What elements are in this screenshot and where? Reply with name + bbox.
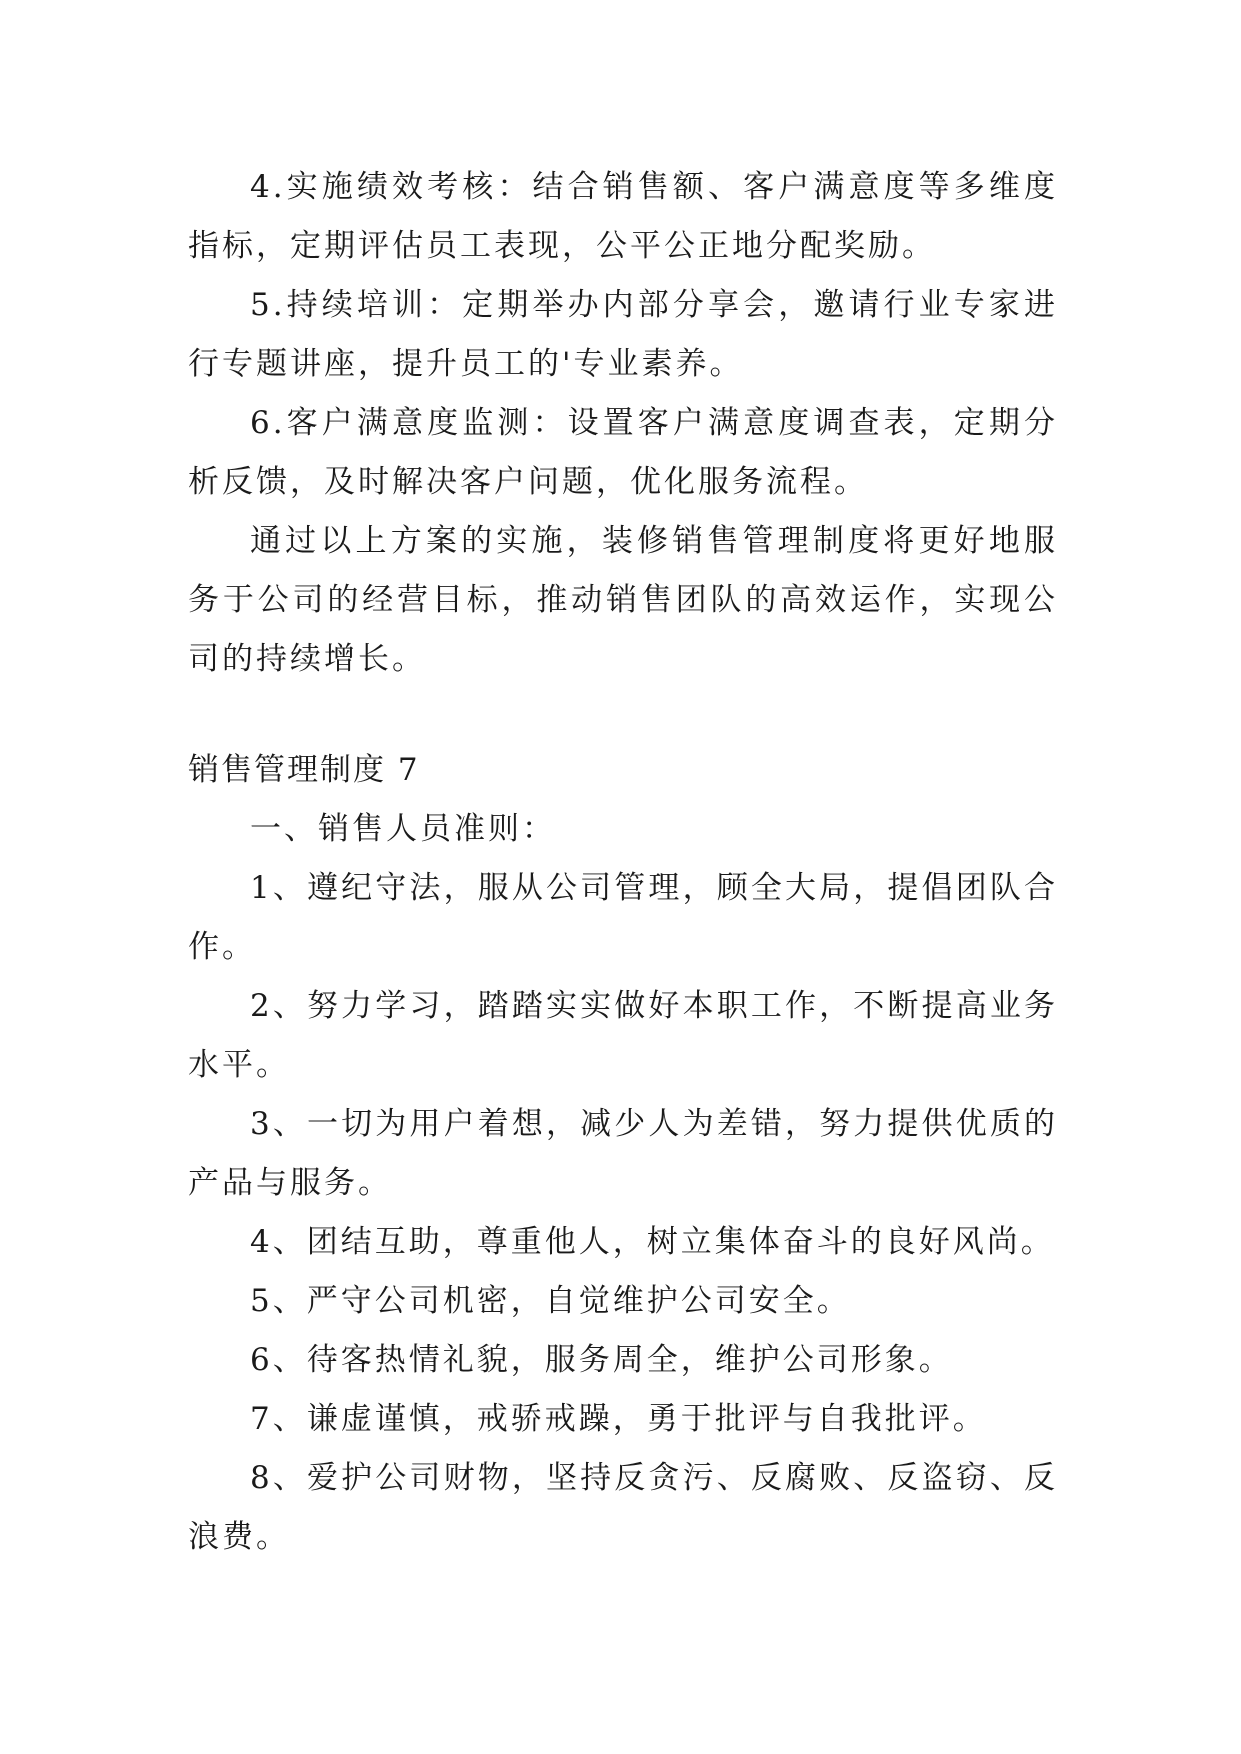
rule-item-2: 2、努力学习，踏踏实实做好本职工作，不断提高业务水平。 bbox=[188, 988, 1058, 1083]
rule-item-6: 6、待客热情礼貌，服务周全，维护公司形象。 bbox=[250, 1342, 953, 1378]
rule-item-8: 8、爱护公司财物，坚持反贪污、反腐败、反盗窃、反浪费。 bbox=[188, 1460, 1058, 1555]
rule-item-7: 7、谦虚谨慎，戒骄戒躁，勇于批评与自我批评。 bbox=[250, 1401, 987, 1437]
paragraph-conclusion: 通过以上方案的实施，装修销售管理制度将更好地服务于公司的经营目标，推动销售团队的高效运作，实现公司的持续增长。 bbox=[188, 523, 1058, 677]
section-title: 销售管理制度 7 bbox=[188, 752, 420, 788]
paragraph-satisfaction-monitoring: 6.客户满意度监测：设置客户满意度调查表，定期分析反馈，及时解决客户问题，优化服务流程。 bbox=[188, 405, 1058, 500]
paragraph-continuous-training: 5.持续培训：定期举办内部分享会，邀请行业专家进行专题讲座，提升员工的'专业素养。 bbox=[188, 287, 1058, 382]
document-page bbox=[188, 158, 1058, 1567]
rule-item-1: 1、遵纪守法，服从公司管理，顾全大局，提倡团队合作。 bbox=[188, 870, 1058, 965]
rule-item-4: 4、团结互助，尊重他人，树立集体奋斗的良好风尚。 bbox=[250, 1224, 1055, 1260]
rule-item-3: 3、一切为用户着想，减少人为差错，努力提供优质的产品与服务。 bbox=[188, 1106, 1058, 1201]
rule-item-5: 5、严守公司机密，自觉维护公司安全。 bbox=[250, 1283, 851, 1319]
subsection-heading: 一、销售人员准则： bbox=[250, 811, 556, 847]
paragraph-performance-review: 4.实施绩效考核：结合销售额、客户满意度等多维度指标，定期评估员工表现，公平公正地分配奖励。 bbox=[188, 169, 1058, 264]
